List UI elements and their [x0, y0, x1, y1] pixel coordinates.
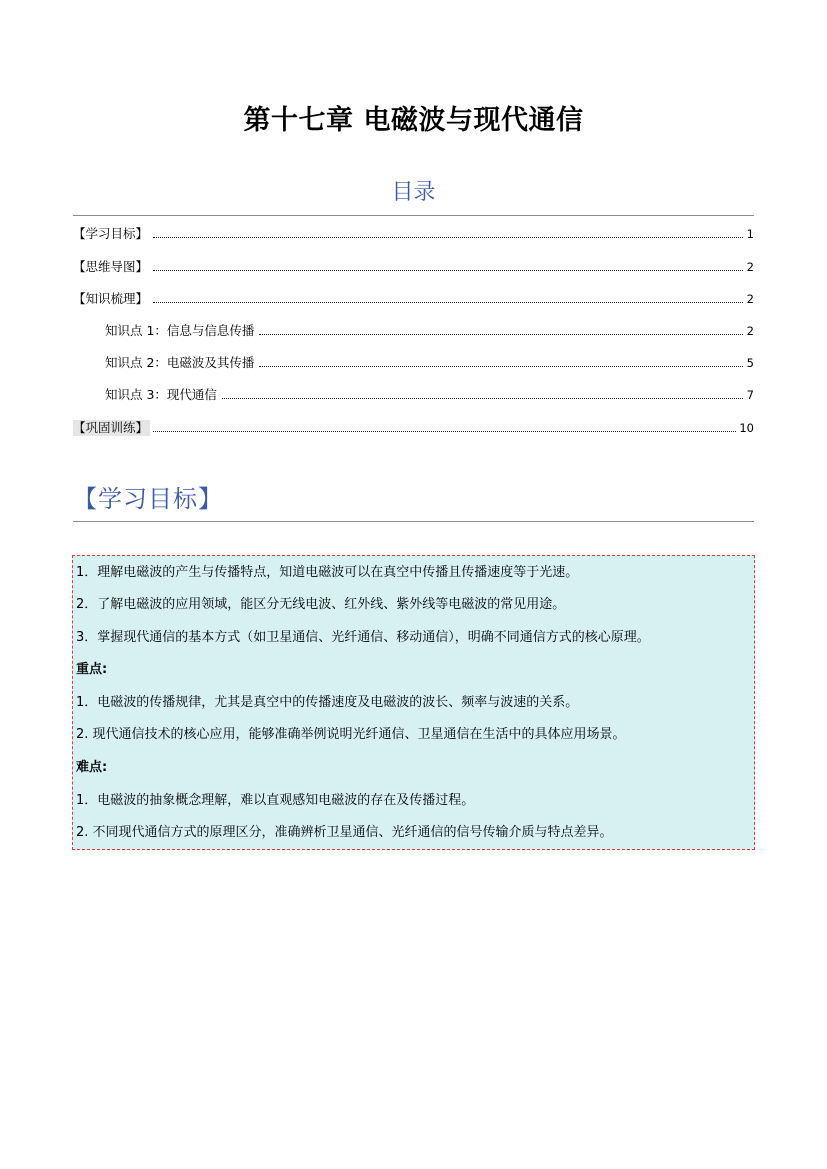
chapter-title: 第十七章 电磁波与现代通信: [243, 105, 584, 136]
toc-entry-label: 【巩固训练】: [73, 420, 149, 435]
toc-entry-point-2[interactable]: [73, 349, 754, 371]
toc-page-number: 2: [746, 292, 754, 306]
toc-entry-label: 知识点 2：电磁波及其传播: [105, 355, 255, 370]
key-points-label: 重点:: [76, 662, 108, 677]
section-heading-learning-goals: 【学习目标】: [73, 485, 223, 513]
toc-entry-label: 【学习目标】: [73, 226, 149, 241]
key-point-item: 2. 现代通信技术的核心应用，能够准确举例说明光纤通信、卫星通信在生活中的具体应用场景。: [76, 727, 626, 742]
toc-entry-label: 知识点 1：信息与信息传播: [105, 323, 255, 338]
toc-page-number: 7: [746, 388, 754, 402]
toc-entry-practice[interactable]: [73, 414, 754, 436]
difficult-point-item: 2. 不同现代通信方式的原理区分，准确辨析卫星通信、光纤通信的信号传输介质与特点差异。: [76, 825, 613, 840]
toc-leader-dots: [259, 333, 743, 335]
toc-divider: [73, 215, 754, 216]
toc-entry-knowledge-review[interactable]: [73, 285, 754, 307]
toc-leader-dots: [153, 269, 743, 271]
learning-goals-box: [72, 555, 755, 850]
toc-entry-label: 知识点 3：现代通信: [105, 387, 217, 402]
toc-entry-learning-goals[interactable]: [73, 220, 754, 242]
toc-entry-point-1[interactable]: [73, 317, 754, 339]
toc-entry-label: 【知识梳理】: [73, 291, 149, 306]
toc-entry-point-3[interactable]: [73, 381, 754, 403]
difficult-points-label: 难点:: [76, 760, 108, 775]
toc-leader-dots: [153, 301, 743, 303]
goal-item: 2．了解电磁波的应用领域，能区分无线电波、红外线、紫外线等电磁波的常见用途。: [76, 597, 566, 612]
section-divider: [73, 521, 754, 522]
toc-leader-dots: [153, 430, 736, 432]
key-point-item: 1．电磁波的传播规律，尤其是真空中的传播速度及电磁波的波长、频率与波速的关系。: [76, 695, 579, 710]
toc-leader-dots: [153, 236, 743, 238]
toc-page-number: 2: [746, 324, 754, 338]
goal-item: 1．理解电磁波的产生与传播特点，知道电磁波可以在真空中传播且传播速度等于光速。: [76, 565, 579, 580]
toc-entry-label: 【思维导图】: [73, 259, 149, 274]
toc-leader-dots: [259, 365, 743, 367]
toc-page-number: 2: [746, 260, 754, 274]
toc-page-number: 1: [746, 227, 754, 241]
toc-entry-mind-map[interactable]: [73, 253, 754, 275]
toc-page-number: 5: [746, 356, 754, 370]
toc-page-number: 10: [739, 421, 754, 435]
toc-leader-dots: [222, 397, 743, 399]
toc-heading: 目录: [391, 180, 436, 205]
goal-item: 3．掌握现代通信的基本方式（如卫星通信、光纤通信、移动通信），明确不同通信方式的核心原理。: [76, 630, 650, 645]
difficult-point-item: 1．电磁波的抽象概念理解，难以直观感知电磁波的存在及传播过程。: [76, 793, 475, 808]
